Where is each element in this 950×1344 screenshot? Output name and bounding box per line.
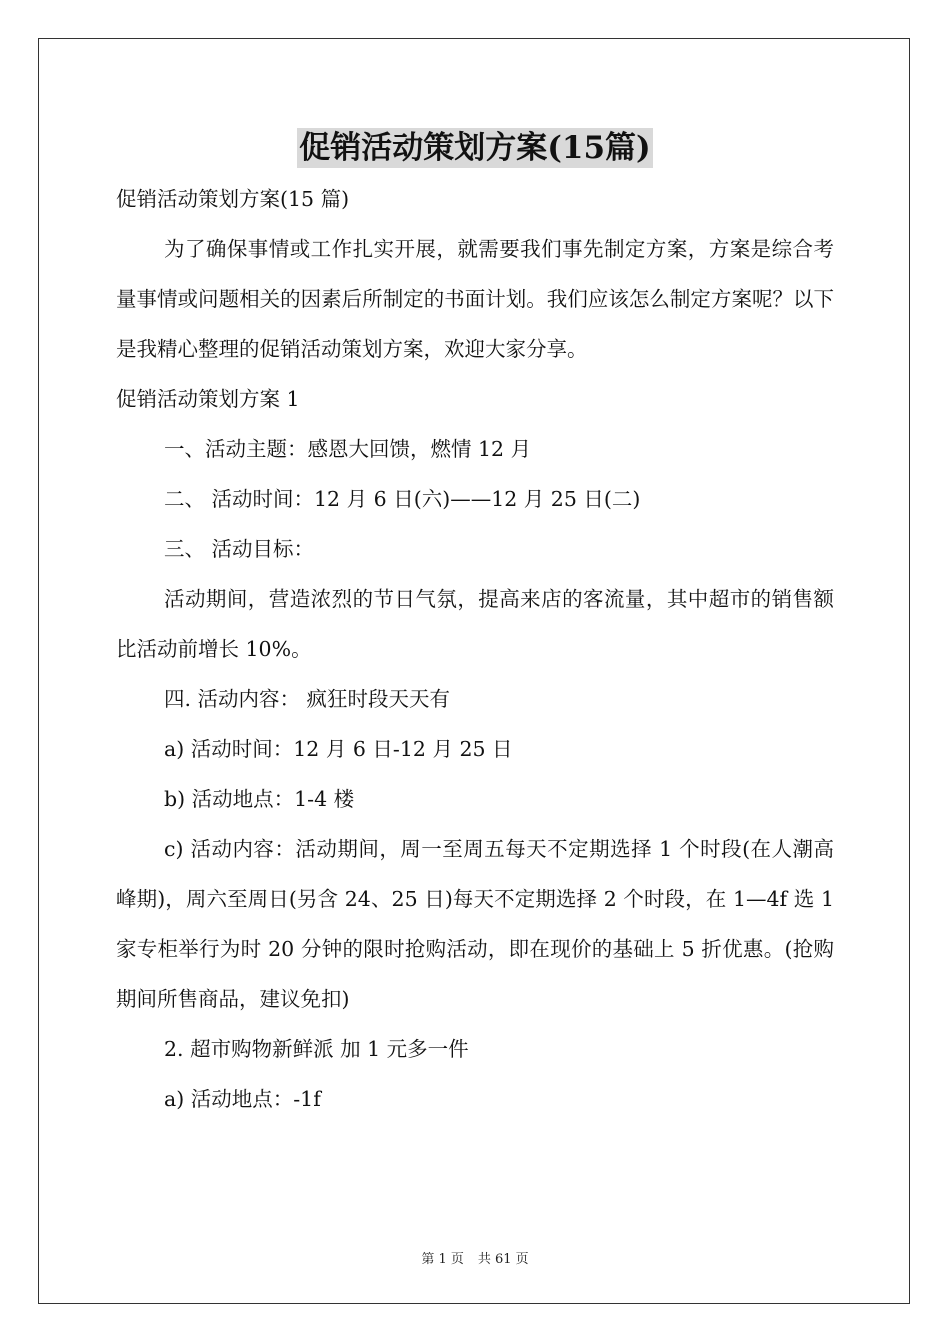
- activity-time: 二、 活动时间：12 月 6 日(六)——12 月 25 日(二): [164, 487, 641, 511]
- page-total: 共 61 页: [477, 1252, 529, 1267]
- activity-goal-text: 活动期间，营造浓烈的节日气氛，提高来店的客流量，其中超市的销售额比活动前增长 10%。: [116, 587, 834, 661]
- document-title-text: 促销活动策划方案(15篇): [299, 130, 651, 166]
- subtitle: 促销活动策划方案(15 篇): [116, 187, 350, 211]
- item-c-content: c) 活动内容：活动期间，周一至周五每天不定期选择 1 个时段(在人潮高峰期)，周六至周日(另含 24、25 日)每天不定期选择 2 个时段，在 1—4f 选 1 家专柜举行为时 20 分钟的限时抢购活动，即在现价的基础上 5 折优惠。(抢购期间所售商品，建议免扣): [116, 837, 834, 1011]
- item-a-time: a) 活动时间：12 月 6 日-12 月 25 日: [164, 737, 513, 761]
- item-b-location: b) 活动地点：1-4 楼: [164, 787, 355, 811]
- page-number: 第 1 页: [421, 1252, 464, 1267]
- page-footer: [0, 1248, 950, 1267]
- item-2-heading: 2. 超市购物新鲜派 加 1 元多一件: [164, 1037, 469, 1061]
- section-heading: 促销活动策划方案 1: [116, 387, 300, 411]
- activity-content-heading: 四. 活动内容： 疯狂时段天天有: [164, 687, 451, 711]
- intro-paragraph: 为了确保事情或工作扎实开展，就需要我们事先制定方案，方案是综合考量事情或问题相关的因素后所制定的书面计划。我们应该怎么制定方案呢？以下是我精心整理的促销活动策划方案，欢迎大家分享。: [116, 237, 834, 361]
- item-2a-location: a) 活动地点：-1f: [164, 1087, 321, 1111]
- activity-goal-heading: 三、 活动目标：: [164, 537, 315, 561]
- document-body: [116, 174, 834, 1124]
- activity-theme: 一、活动主题：感恩大回馈，燃情 12 月: [164, 437, 532, 461]
- document-title: [0, 128, 950, 168]
